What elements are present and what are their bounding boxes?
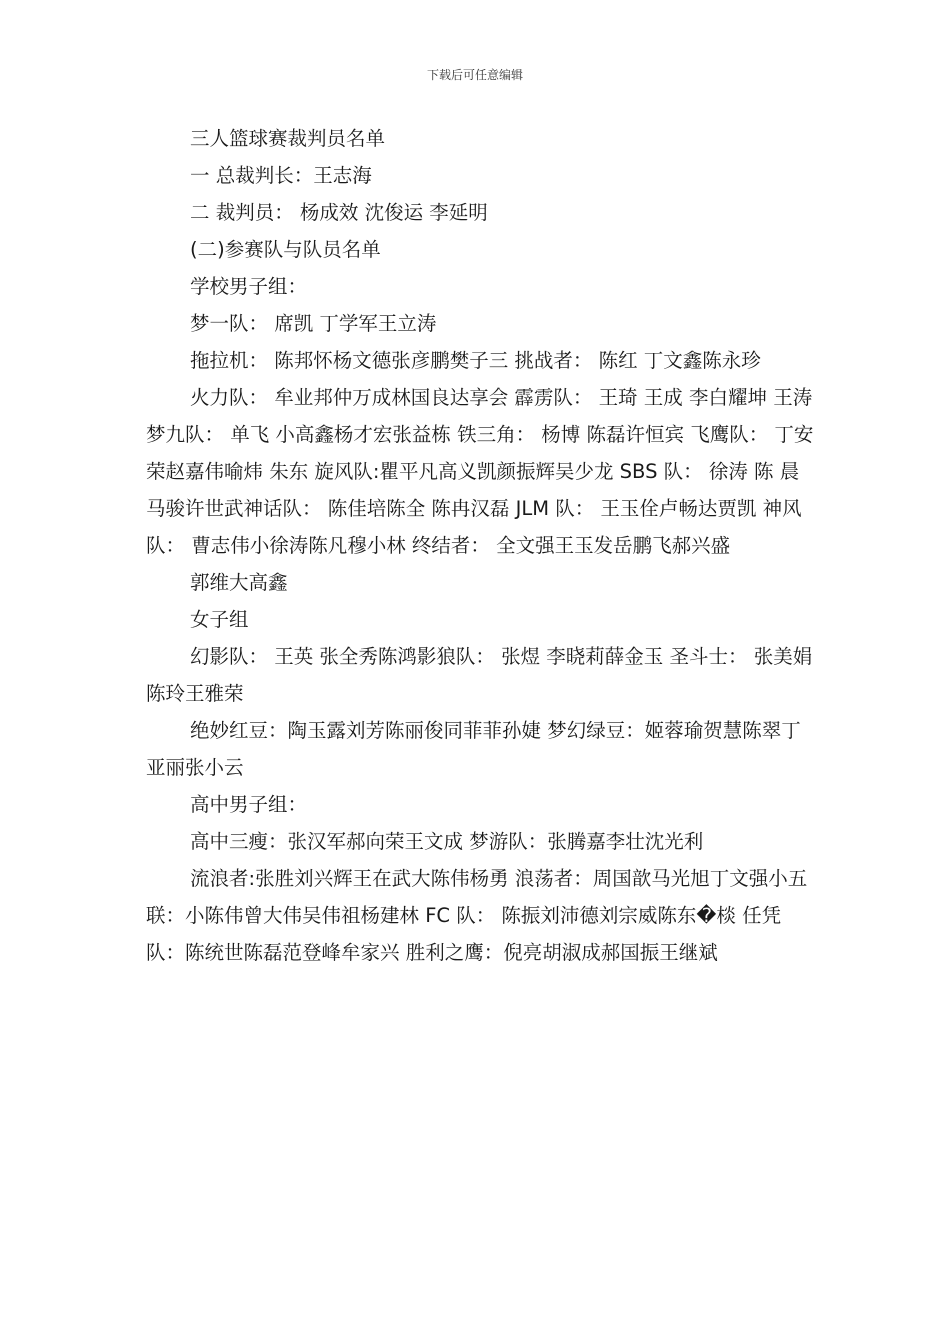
group-heading-high-school-men: 高中男子组： xyxy=(190,793,308,816)
team-paragraph: 郭维大高鑫 xyxy=(190,571,288,594)
group-heading-school-men: 学校男子组： xyxy=(190,275,308,298)
group-heading-women: 女子组 xyxy=(190,608,249,631)
team-paragraph: 绝妙红豆：陶玉露刘芳陈丽俊同菲菲孙婕 梦幻绿豆：姬蓉瑜贺慧陈翠丁亚丽张小云 xyxy=(146,719,801,779)
team-paragraph: 流浪者:张胜刘兴辉王在武大陈伟杨勇 浪荡者：周国歆马光旭丁文强小五联：小陈伟曾大伟吴伟祖杨建林 FC 队： 陈振刘沛德刘宗威陈东�棪 任凭队：陈统世陈磊范登峰牟家兴 胜利之鹰：倪亮胡淑成郝国振王继斌 xyxy=(146,867,808,964)
document-body xyxy=(146,120,814,971)
team-paragraph: 拖拉机： 陈邦怀杨文德张彦鹏樊子三 挑战者： 陈红 丁文鑫陈永珍 xyxy=(190,349,761,372)
team-paragraph: 梦一队： 席凯 丁学军王立涛 xyxy=(190,312,437,335)
team-paragraph: 火力队： 牟业邦仲万成林国良达享会 霹雳队： 王琦 王成 李白耀坤 王涛 梦九队： 单飞 小高鑫杨才宏张益栋 铁三角： 杨博 陈磊许恒宾 飞鹰队： 丁安荣赵嘉伟喻炜 朱东 旋风队:瞿平凡高义凯颜振辉吴少龙 SBS 队： 徐涛 陈 晨马骏许世武神话队： 陈佳培陈全 陈冉汉磊 JLM 队： 王玉佺卢畅达贾凯 神风队： 曹志伟小徐涛陈凡穆小林 终结者： 全文强王玉发岳鹏飞郝兴盛 xyxy=(146,386,814,557)
team-paragraph: 幻影队： 王英 张全秀陈鸿影狼队： 张煜 李晓莉薛金玉 圣斗士： 张美娟陈玲王雅荣 xyxy=(146,645,813,705)
page-header: 下载后可任意编辑 xyxy=(426,68,523,82)
section-heading-teams: (二)参赛队与队员名单 xyxy=(190,238,381,261)
referees-line: 二 裁判员： 杨成效 沈俊运 李延明 xyxy=(190,201,488,224)
document-title: 三人篮球赛裁判员名单 xyxy=(190,127,386,150)
chief-referee-line: 一 总裁判长：王志海 xyxy=(190,164,372,187)
team-paragraph: 高中三瘦：张汉军郝向荣王文成 梦游队：张腾嘉李壮沈光利 xyxy=(190,830,704,853)
